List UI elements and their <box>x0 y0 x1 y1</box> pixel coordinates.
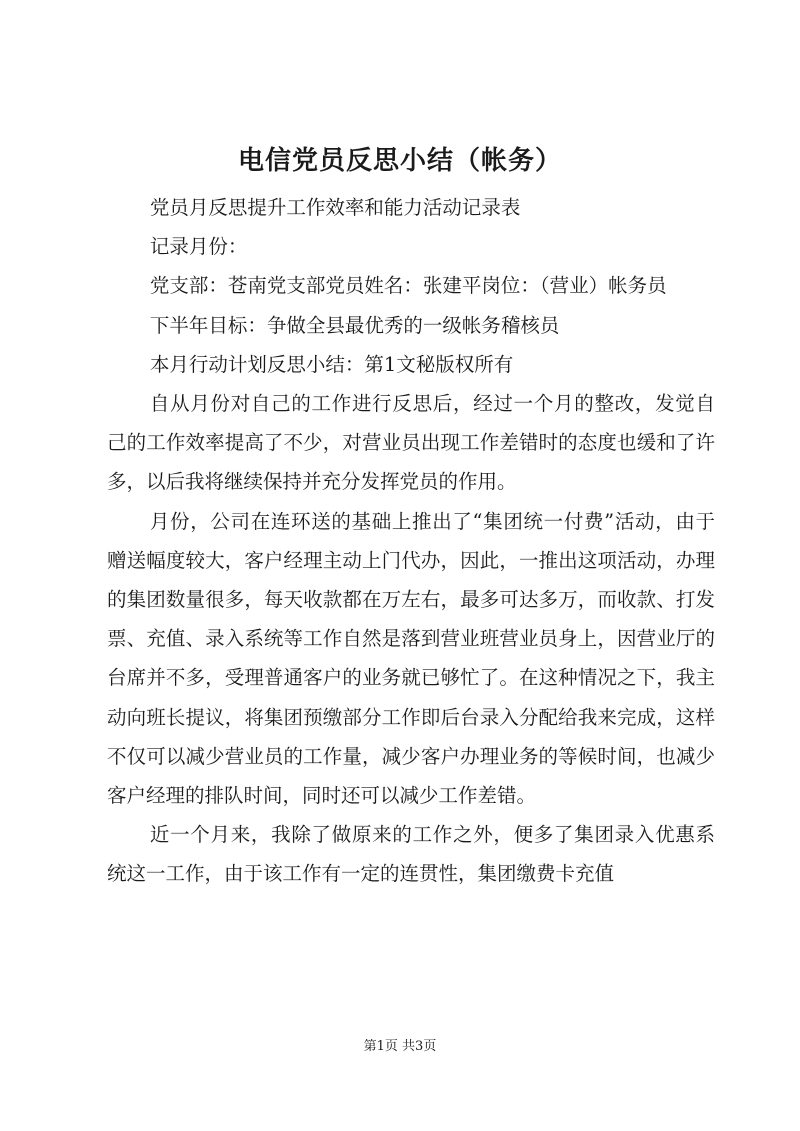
document-body <box>107 188 715 894</box>
paragraph-group-payment: 月份，公司在连环送的基础上推出了“集团统一付费”活动，由于赠送幅度较大，客户经理主动上门代办，因此，一推出这项活动，办理的集团数量很多，每天收款都在万左右，最多可达多万，而收款、打发票、充值、录入系统等工作自然是落到营业班营业员身上，因营业厅的台席并不多，受理普通客户的业务就已够忙了。在这种情况之下，我主动向班长提议，将集团预缴部分工作即后台录入分配给我来完成，这样不仅可以减少营业员的工作量，减少客户办理业务的等候时间，也减少客户经理的排队时间，同时还可以减少工作差错。 <box>107 509 715 808</box>
paragraph-half-year-goal: 下半年目标：争做全县最优秀的一级帐务稽核员 <box>149 313 560 337</box>
document-title: 电信党员反思小结（帐务） <box>237 146 562 176</box>
paragraph-record-month: 记录月份： <box>149 235 248 259</box>
paragraph-recent-month: 近一个月来，我除了做原来的工作之外，便多了集团录入优惠系统这一工作，由于该工作有一定的连贯性，集团缴费卡充值 <box>107 823 715 886</box>
page-footer: 第1页 共3页 <box>363 1039 437 1054</box>
paragraph-record-table-title: 党员月反思提升工作效率和能力活动记录表 <box>149 196 521 219</box>
paragraph-action-plan: 本月行动计划反思小结：第1文秘版权所有 <box>149 352 514 376</box>
paragraph-reflection: 自从月份对自己的工作进行反思后，经过一个月的整改，发觉自己的工作效率提高了不少，对营业员出现工作差错时的态度也缓和了许多，以后我将继续保持并充分发挥党员的作用。 <box>107 392 715 494</box>
paragraph-branch-info: 党支部：苍南党支部党员姓名：张建平岗位：（营业）帐务员 <box>149 274 667 298</box>
